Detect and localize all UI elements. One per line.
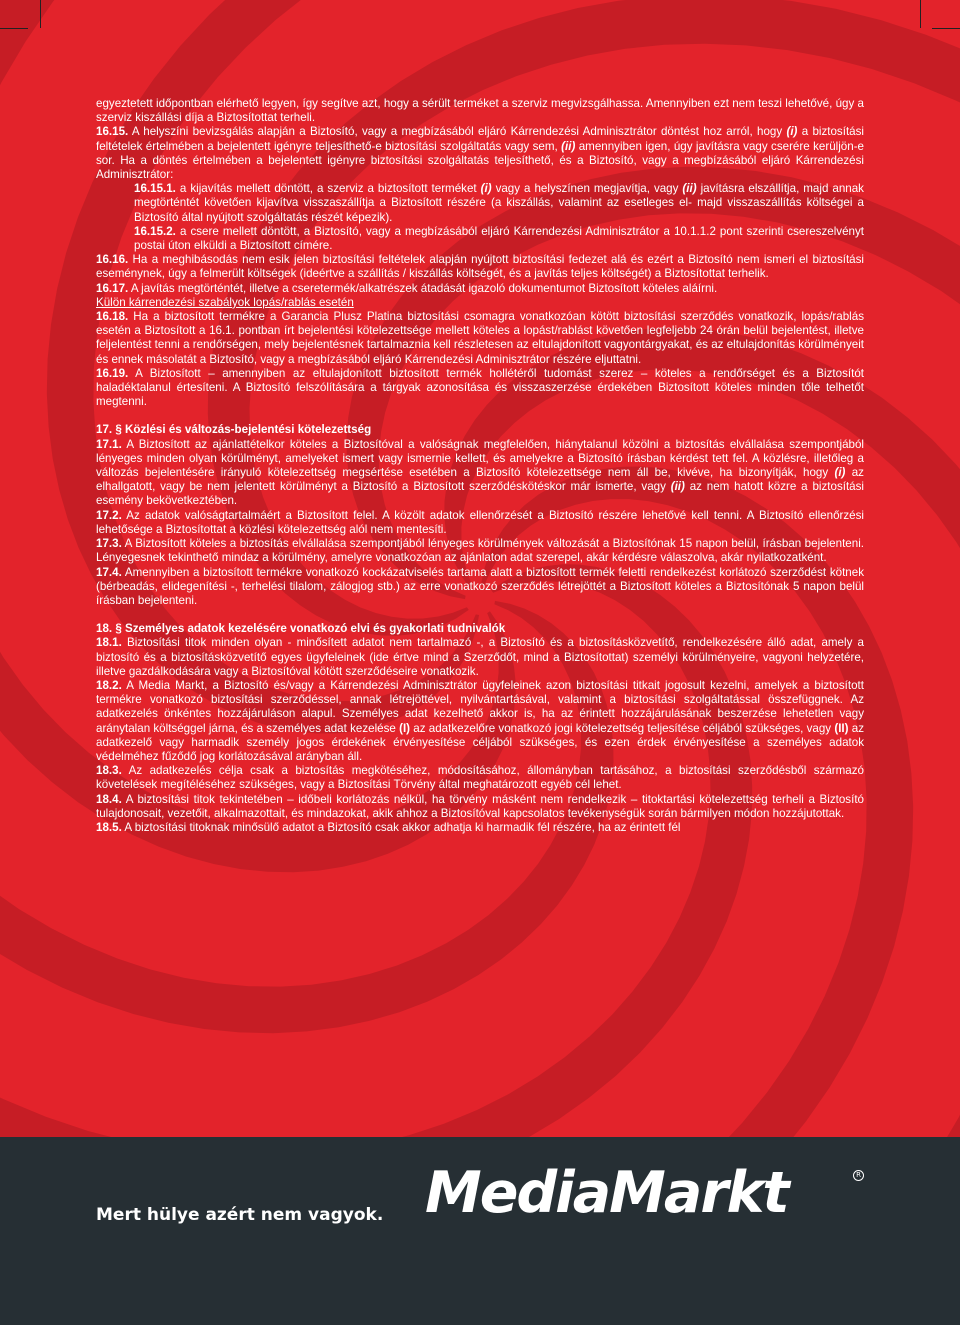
paragraph-17-3	[96, 537, 864, 565]
clause-number: 16.17.	[96, 281, 129, 295]
document-body	[96, 97, 864, 835]
text: Ha a biztosított termékre a Garancia Plusz Platina biztosítási csomagra vonatkozóan kötött biztosítási szerződés vonatkozik, lopás/rablás esetén a Biztosított a 16.1. pontban írt bejelentési kötelezettsége mellett köteles a lopást/rablást követően legfeljebb 24 órán belül bejelentést, illetve feljelentést tenni a rendőrségen, mely bejelentésnek tartalmaznia kell részletesen az eltulajdonított vagyontárgyakat, és az eltulajdonítás körülményeit és ennek másolatát a Biztosító, vagy a megbízásából eljáró Kárrendezési Adminisztrátor részére eljuttatni.	[96, 310, 864, 366]
text: (ii)	[561, 139, 576, 153]
text: (II)	[834, 721, 849, 735]
clause-number: 17.1.	[96, 437, 122, 451]
text: A Biztosított köteles a biztosítás elvállalása szempontjából lényeges körülmények változását a Biztosítónak 15 napon belül, írásban bejelenteni. Lényegesnek tekinthető mindaz a körülmény, amelyre vonatkozóan az ajánlaton adat szerepel, akár kérdésre válaszolva, akár nyilatkozatként.	[96, 537, 864, 565]
clause-number: 16.16.	[96, 253, 129, 267]
clause-number: 17.3.	[96, 537, 122, 551]
paragraph-16-19	[96, 367, 864, 410]
clause-number: 17.2.	[96, 508, 122, 522]
text: (ii)	[670, 480, 685, 494]
text: javításra elszállítja, majd annak megtörténtét követően kijavítva visszaszállítja a Biztosított részére (a kiszállás, valamint az esetleges el- majd visszaszállítás költségei a Biztosító által nyújtott szolgáltatás részét képezik).	[134, 182, 864, 224]
clause-number: 18.2.	[96, 678, 122, 692]
spacer	[96, 608, 864, 622]
text: a kijavítás mellett döntött, a szerviz a biztosított terméket	[175, 182, 481, 196]
section-heading-18: 18. § Személyes adatok kezelésére vonatkozó elvi és gyakorlati tudnivalók	[96, 622, 506, 636]
paragraph-16-15-2	[96, 225, 864, 253]
text: A Biztosított az ajánlattételkor köteles a Biztosítóval a valóságnak megfelelően, hiánytalanul közölni a biztosítás elvállalása szempontjából lényeges minden olyan körülményt, amelyeket ismert vagy ismernie kellett, és amelyekre a Biztosító írásban kérdést tett fel. A közlésre, illetőleg a változás bejelentésére irányuló kötelezettség megsértése esetében a Biztosító kötelezettsége nem áll be, kivéve, ha bizonyítják, hogy	[96, 437, 864, 480]
slogan: Mert hülye azért nem vagyok.	[96, 1205, 384, 1225]
text: (i)	[480, 182, 492, 196]
paragraph-18-1	[96, 636, 864, 679]
crop-mark	[920, 0, 921, 28]
clause-number: 16.19.	[96, 366, 129, 380]
text: Ha a meghibásodás nem esik jelen biztosítási feltételek alapján nyújtott biztosítási fedezet alá és ezért a Biztosító nem ismeri el biztosítási eseménynek, úgy a felmerült költségek (ideértve a szállítás / kiszállás költségét, és a javítás teljes költségét) a Biztosítottat terhelik.	[96, 253, 864, 281]
paragraph-16-18	[96, 310, 864, 367]
registered-mark-icon: R	[853, 1170, 864, 1181]
text: az adatkezelő vagy harmadik személy jogos érdekének érvényesítése céljából szükséges, és ezen érdek érvényesítése a személyes adatok védelméhez fűződő jog korlátozásával arányban áll.	[96, 721, 865, 763]
text: Amennyiben a biztosított termékre vonatkozó kockázatviselés tartama alatt a biztosított termék feletti rendelkezést korlátozó szerződést kötnek (bérbeadás, elidegenítési -, terhelési tilalom, zálogjog stb.) az erre vonatkozó szerződés létrejöttét a Biztosított köteles a Biztosítónak 5 napon belül írásban bejelenteni.	[96, 565, 864, 607]
media-markt-logo	[425, 1160, 865, 1228]
clause-number: 16.15.1.	[134, 182, 176, 196]
text: (i)	[786, 125, 798, 139]
paragraph-16-17	[96, 282, 864, 296]
crop-mark	[40, 0, 41, 28]
text: vagy a helyszínen megjavítja, vagy	[491, 182, 683, 196]
paragraph-17-2	[96, 509, 864, 537]
clause-number: 18.3.	[96, 764, 122, 778]
subsection-heading: Külön kárrendezési szabályok lopás/rablás esetén	[96, 295, 354, 309]
section-heading-17: 17. § Közlési és változás-bejelentési kötelezettség	[96, 423, 372, 437]
paragraph-17-1	[96, 438, 864, 509]
text: az elhallgatott, vagy be nem jelentett körülményt a Biztosító a Biztosított szerződéskötéskor már ismerte, vagy	[96, 466, 864, 494]
text: (i)	[834, 466, 846, 480]
text: A javítás megtörténtét, illetve a cseretermék/alkatrészek átadását igazoló dokumentumot Biztosított köteles aláírni.	[128, 281, 718, 295]
text: A Biztosított – amennyiben az eltulajdonított biztosított termék hollétéről tudomást szerez – köteles a rendőrséget és a Biztosítót haladéktalanul értesíteni. A Biztosító felszólítására a tárgyak azonosítása és visszaszerzése érdekében Biztosított köteles minden tőle telhetőt megtenni.	[96, 366, 864, 409]
clause-number: 16.15.	[96, 125, 129, 139]
text: A biztosítási titok tekintetében – időbeli korlátozás nélkül, ha törvény másként nem rendelkezik – titoktartási kötelezettség terheli a Biztosító tulajdonosait, vezetőit, alkalmazottait, és mindazokat, akik ahhoz a Biztosítóval kapcsolatos tevékenységük során bármilyen módon hozzájutottak.	[96, 792, 864, 820]
paragraph-16-15-1	[96, 182, 864, 225]
paragraph-18-4	[96, 793, 864, 821]
paragraph-16-16	[96, 253, 864, 281]
text: Az adatok valóságtartalmáért a Biztosított felel. A közölt adatok ellenőrzését a Biztosító részére lehetővé kell tenni. A Biztosító ellenőrzési lehetősége a Biztosítottat a közlési kötelezettség alól nem mentesíti.	[96, 508, 864, 536]
clause-number: 16.15.2.	[134, 224, 176, 238]
logo-wordmark: MediaMarkt	[425, 1160, 788, 1226]
text: az adatkezelőre vonatkozó jogi kötelezettség teljesítése céljából szükséges, vagy	[410, 721, 835, 735]
paragraph: egyeztetett időpontban elérhető legyen, így segítve azt, hogy a sérült terméket a szerviz megvizsgálhassa. Amennyiben ezt nem teszi lehetővé, úgy a szerviz kiszállási díja a Biztosítottat terheli.	[96, 97, 864, 125]
paragraph-18-2	[96, 679, 864, 764]
text: (ii)	[682, 182, 697, 196]
text: A biztosítási titoknak minősülő adatot a Biztosító csak akkor adhatja ki harmadik fél részére, ha az érintett fél	[121, 820, 681, 834]
clause-number: 17.4.	[96, 565, 122, 579]
paragraph-16-15	[96, 125, 864, 182]
clause-number: 18.1.	[96, 636, 122, 650]
text: (I)	[399, 721, 411, 735]
paragraph-18-5	[96, 821, 864, 835]
crop-mark	[932, 28, 960, 29]
paragraph-18-3	[96, 764, 864, 792]
text: az nem hatott közre a biztosítási esemény bekövetkeztében.	[96, 480, 864, 508]
text: amennyiben igen, úgy javításra vagy cserére kerüljön-e sor. Ha a döntés értelmében a bejelentett igényre biztosítási szolgáltatás teljesíthető, és a Biztosító, vagy a megbízásából eljáró Kárrendezési Adminisztrátor:	[96, 139, 865, 182]
clause-number: 18.5.	[96, 820, 122, 834]
text: Az adatkezelés célja csak a biztosítás megkötéséhez, módosításához, állományban tartásához, a biztosítási szerződésből származó követelések megítéléséhez szükséges, vagy a Biztosítási Törvény által meghatározott egyéb cél lehet.	[96, 764, 864, 792]
spacer	[96, 409, 864, 423]
text: A helyszíni bevizsgálás alapján a Biztosító, vagy a megbízásából eljáró Kárrendezési Adminisztrátor döntést hoz arról, hogy	[128, 125, 787, 139]
clause-number: 16.18.	[96, 310, 129, 324]
text: A Media Markt, a Biztosító és/vagy a Kárrendezési Adminisztrátor ügyfeleinek azon biztosítási titkait jogosult kezelni, amelyek a biztosított termékre vonatkozó biztosítási szerződéssel, annak létrejöttével, nyilvántartásával, valamint a biztosítási szolgáltatással összefüggnek. Az adatkezelés önkéntes hozzájáruláson alapul. Személyes adat kezelhető akkor is, ha az érintett hozzájárulásának beszerzése lehetetlen vagy aránytalan költséggel járna, és a személyes adat kezelése	[96, 678, 864, 735]
text: a csere mellett döntött, a Biztosító, vagy a megbízásából eljáró Kárrendezési Adminisztrátor a 10.1.1.2 pont szerinti csereszelvényt postai úton elküldi a Biztosított címére.	[134, 224, 864, 253]
text: a biztosítási feltételek értelmében a bejelentett igényre teljesíthető-e biztosítási szolgáltatás vagy sem,	[96, 125, 864, 153]
text: Biztosítási titok minden olyan - minősített adatot nem tartalmazó -, a Biztosító és a biztosításközvetítő, rendelkezésére álló adat, amely a biztosító és a biztosításközvetítő egyes ügyfeleinek (ide értve mind a Szerződőt, mind a Biztosítottat) személyi körülményeire, vagyoni helyzetére, illetve gazdálkodására vagy a Biztosítóval kötött szerződéseire vonatkozik.	[96, 636, 864, 678]
paragraph-17-4	[96, 566, 864, 609]
clause-number: 18.4.	[96, 792, 122, 806]
crop-mark	[0, 28, 28, 29]
